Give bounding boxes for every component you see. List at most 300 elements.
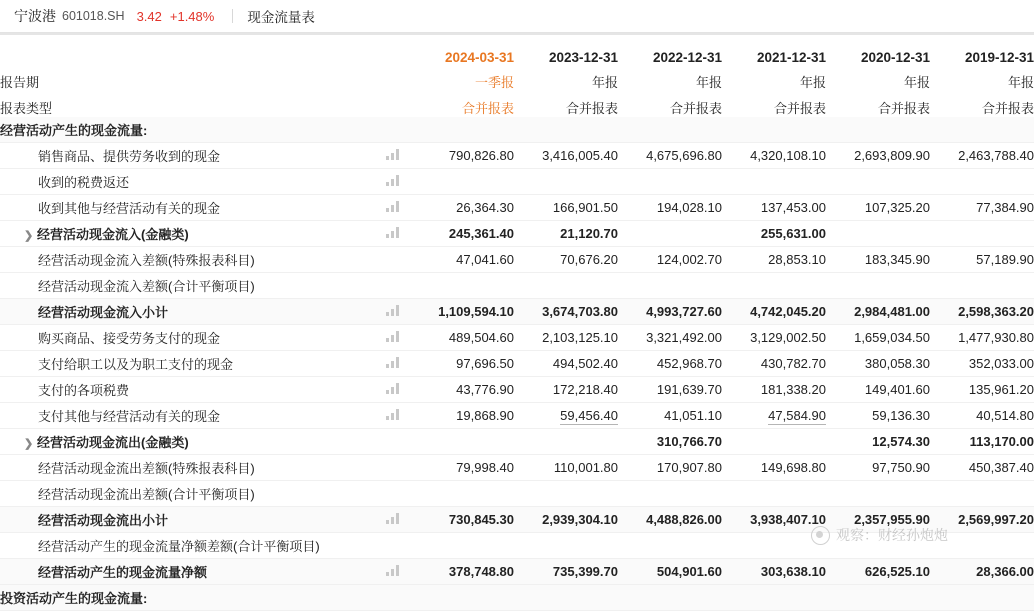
row-label-text: 支付的各项税费	[38, 383, 130, 398]
cell-value	[514, 533, 618, 559]
mini-bar-chart-icon[interactable]	[386, 227, 399, 238]
cell-value	[930, 195, 1034, 221]
cell-value-text: 59,456.40	[560, 408, 618, 423]
cell-value-text: 4,993,727.60	[646, 304, 722, 319]
row-label	[0, 195, 374, 221]
cell-value	[514, 351, 618, 377]
table-row[interactable]	[0, 507, 1034, 533]
row-label-text: 收到其他与经营活动有关的现金	[38, 201, 221, 216]
cell-value	[410, 403, 514, 429]
cell-value	[930, 325, 1034, 351]
column-type-2: 合并报表	[669, 101, 722, 116]
cell-value-text: 28,366.00	[976, 564, 1034, 579]
row-sparkline-cell	[374, 117, 410, 143]
cell-value-text: 2,357,955.90	[854, 512, 930, 527]
cell-value-text: 430,782.70	[760, 356, 826, 371]
cell-value	[514, 585, 618, 611]
cell-value-text: 352,033.00	[968, 356, 1034, 371]
row-sparkline-cell	[374, 455, 410, 481]
mini-bar-chart-icon[interactable]	[386, 175, 399, 186]
row-label	[0, 429, 374, 455]
cell-value-text: 4,320,108.10	[750, 148, 826, 163]
stock-header-bar	[0, 0, 1034, 33]
header-blank-spark	[374, 65, 410, 91]
cell-value	[722, 481, 826, 507]
cell-value	[618, 429, 722, 455]
cell-value-text: 730,845.30	[448, 512, 514, 527]
cell-value-text: 1,477,930.80	[958, 330, 1034, 345]
cell-value-text: 12,574.30	[872, 434, 930, 449]
cell-value-text: 3,416,005.40	[542, 148, 618, 163]
cell-value	[410, 507, 514, 533]
mini-bar-chart-icon[interactable]	[386, 201, 399, 212]
row-sparkline-cell	[374, 325, 410, 351]
cell-value-text: 43,776.90	[456, 382, 514, 397]
column-period-0: 一季报	[474, 75, 514, 90]
cell-value	[618, 351, 722, 377]
mini-bar-chart-icon[interactable]	[386, 331, 399, 342]
cell-value-text: 3,321,492.00	[646, 330, 722, 345]
row-label	[0, 533, 374, 559]
cell-value	[618, 299, 722, 325]
cell-value	[722, 559, 826, 585]
cell-value	[826, 507, 930, 533]
cell-value-text: 124,002.70	[656, 252, 722, 267]
cell-value	[514, 273, 618, 299]
cell-value	[410, 143, 514, 169]
header-divider	[232, 9, 233, 23]
cell-value-text: 4,675,696.80	[646, 148, 722, 163]
cell-value	[410, 429, 514, 455]
row-label	[0, 143, 374, 169]
cell-value	[930, 273, 1034, 299]
cell-value	[618, 195, 722, 221]
cell-value	[826, 325, 930, 351]
mini-bar-chart-icon[interactable]	[386, 513, 399, 524]
cell-value	[930, 169, 1034, 195]
cell-value	[618, 169, 722, 195]
row-label-text: 购买商品、接受劳务支付的现金	[38, 331, 221, 346]
cell-value	[514, 377, 618, 403]
cell-value	[514, 325, 618, 351]
cell-value-text: 113,170.00	[969, 434, 1034, 449]
cell-value	[410, 273, 514, 299]
cell-value	[618, 143, 722, 169]
cell-value-text: 450,387.40	[968, 460, 1034, 475]
cell-value-text: 26,364.30	[456, 200, 514, 215]
cell-value	[514, 507, 618, 533]
cell-value-text: 310,766.70	[656, 434, 722, 449]
cell-value	[410, 533, 514, 559]
cell-value-text: 790,826.80	[448, 148, 514, 163]
cell-value	[722, 455, 826, 481]
row-sparkline-cell	[374, 533, 410, 559]
cell-value	[826, 195, 930, 221]
row-sparkline-cell	[374, 429, 410, 455]
report-title: 现金流量表	[247, 10, 315, 25]
cell-value	[826, 169, 930, 195]
cell-value-text: 70,676.20	[560, 252, 618, 267]
row-label	[0, 299, 374, 325]
cell-value	[618, 585, 722, 611]
cell-value-text: 97,696.50	[456, 356, 514, 371]
expand-arrow-icon[interactable]: ❯	[24, 230, 34, 242]
row-label	[0, 221, 374, 247]
cell-value	[930, 247, 1034, 273]
column-date-0[interactable]: 2024-03-31	[410, 34, 514, 65]
cell-value-text: 97,750.90	[872, 460, 930, 475]
cell-value	[514, 403, 618, 429]
cell-value-text: 21,120.70	[560, 226, 618, 241]
table-header-type	[0, 91, 1034, 117]
cell-value	[826, 247, 930, 273]
mini-bar-chart-icon[interactable]	[386, 357, 399, 368]
cell-value	[930, 117, 1034, 143]
row-sparkline-cell	[374, 481, 410, 507]
stock-price: 3.42	[136, 8, 162, 24]
cell-value	[410, 455, 514, 481]
row-sparkline-cell	[374, 299, 410, 325]
cell-value-text: 77,384.90	[976, 200, 1034, 215]
column-type-0: 合并报表	[461, 101, 514, 116]
cell-value	[722, 429, 826, 455]
cell-value	[514, 169, 618, 195]
cell-value-text: 107,325.20	[864, 200, 930, 215]
row-label-text: 支付给职工以及为职工支付的现金	[38, 357, 234, 372]
cell-value-text: 303,638.10	[760, 564, 826, 579]
cell-value	[514, 221, 618, 247]
column-type-1: 合并报表	[565, 101, 618, 116]
row-sparkline-cell	[374, 169, 410, 195]
row-sparkline-cell	[374, 351, 410, 377]
cell-value-text: 47,584.90	[768, 408, 826, 423]
cell-value	[930, 585, 1034, 611]
row-label-text: 经营活动现金流出差额(合计平衡项目)	[38, 487, 255, 502]
row-sparkline-cell	[374, 559, 410, 585]
cell-value-text: 170,907.80	[656, 460, 722, 475]
cell-value	[618, 273, 722, 299]
cell-value	[930, 559, 1034, 585]
column-period-5: 年报	[1007, 75, 1034, 90]
cell-value	[514, 195, 618, 221]
cell-value	[930, 351, 1034, 377]
stock-change-percent: +1.48%	[169, 8, 215, 24]
row-label	[0, 507, 374, 533]
cell-value-text: 489,504.60	[448, 330, 514, 345]
row-sparkline-cell	[374, 377, 410, 403]
cell-value-text: 2,693,809.90	[854, 148, 930, 163]
cell-value	[618, 559, 722, 585]
row-label	[0, 377, 374, 403]
row-label-text: 经营活动现金流入差额(合计平衡项目)	[38, 279, 255, 294]
cell-value-text: 504,901.60	[656, 564, 722, 579]
mini-bar-chart-icon[interactable]	[386, 383, 399, 394]
header-blank-spark	[374, 34, 410, 65]
cell-value	[722, 585, 826, 611]
column-type-3: 合并报表	[773, 101, 826, 116]
row-label	[0, 247, 374, 273]
cell-value-text: 137,453.00	[760, 200, 826, 215]
cell-value	[930, 429, 1034, 455]
cell-value	[826, 221, 930, 247]
cell-value	[618, 403, 722, 429]
cell-value	[722, 143, 826, 169]
column-date-1[interactable]: 2023-12-31	[514, 34, 618, 65]
column-date-3[interactable]: 2021-12-31	[722, 34, 826, 65]
cell-value	[930, 377, 1034, 403]
cell-value	[826, 377, 930, 403]
cell-value	[410, 169, 514, 195]
table-row[interactable]	[0, 585, 1034, 611]
cell-value-text: 2,598,363.20	[958, 304, 1034, 319]
cell-value	[930, 507, 1034, 533]
cell-value	[618, 325, 722, 351]
cell-value	[930, 221, 1034, 247]
row-label	[0, 325, 374, 351]
cell-value	[410, 559, 514, 585]
row-sparkline-cell	[374, 403, 410, 429]
column-period-3: 年报	[799, 75, 826, 90]
cell-value-text: 47,041.60	[456, 252, 514, 267]
cell-value	[722, 351, 826, 377]
cell-value	[722, 377, 826, 403]
cell-value-text: 149,401.60	[864, 382, 930, 397]
row-label	[0, 585, 374, 611]
cell-value-text: 494,502.40	[552, 356, 618, 371]
cell-value	[722, 299, 826, 325]
row-label-text: 收到的税费返还	[38, 175, 130, 190]
cell-value-text: 57,189.90	[976, 252, 1034, 267]
cell-value	[722, 221, 826, 247]
cell-value	[722, 247, 826, 273]
cell-value	[826, 481, 930, 507]
table-row[interactable]	[0, 221, 1034, 247]
row-label	[0, 273, 374, 299]
cell-value	[722, 117, 826, 143]
table-row[interactable]	[0, 533, 1034, 559]
cashflow-table	[0, 33, 1034, 611]
table-row[interactable]	[0, 247, 1034, 273]
cell-value-text: 4,488,826.00	[646, 512, 722, 527]
table-row[interactable]	[0, 325, 1034, 351]
table-header-dates	[0, 34, 1034, 65]
cell-value	[930, 143, 1034, 169]
cell-value	[722, 325, 826, 351]
cell-value-text: 79,998.40	[456, 460, 514, 475]
cell-value-text: 245,361.40	[448, 226, 514, 241]
cell-value	[410, 585, 514, 611]
column-date-4[interactable]: 2020-12-31	[826, 34, 930, 65]
table-header-period	[0, 65, 1034, 91]
mini-bar-chart-icon[interactable]	[386, 409, 399, 420]
cell-value-text: 3,674,703.80	[542, 304, 618, 319]
row-label	[0, 455, 374, 481]
header-blank	[0, 34, 374, 65]
row-label-text: 经营活动产生的现金流量:	[0, 123, 148, 138]
cell-value-text: 452,968.70	[656, 356, 722, 371]
table-row[interactable]	[0, 377, 1034, 403]
mini-bar-chart-icon[interactable]	[386, 305, 399, 316]
cell-value	[930, 533, 1034, 559]
cell-value	[722, 169, 826, 195]
row-label-type: 报表类型	[0, 101, 53, 116]
cell-value	[930, 299, 1034, 325]
cell-value-text: 3,938,407.10	[750, 512, 826, 527]
cell-value	[826, 117, 930, 143]
row-sparkline-cell	[374, 273, 410, 299]
row-label-text: 经营活动现金流入差额(特殊报表科目)	[38, 253, 255, 268]
cell-value-text: 59,136.30	[872, 408, 930, 423]
cell-value	[410, 325, 514, 351]
cell-value-text: 1,659,034.50	[854, 330, 930, 345]
column-type-5: 合并报表	[981, 101, 1034, 116]
cell-value-text: 3,129,002.50	[750, 330, 826, 345]
cell-value	[410, 195, 514, 221]
cell-value-text: 735,399.70	[552, 564, 618, 579]
column-date-2[interactable]: 2022-12-31	[618, 34, 722, 65]
stock-name: 宁波港	[14, 8, 56, 24]
table-row[interactable]	[0, 195, 1034, 221]
cashflow-table-container[interactable]	[0, 33, 1034, 606]
cell-value	[618, 455, 722, 481]
cell-value	[722, 403, 826, 429]
cell-value-text: 2,103,125.10	[542, 330, 618, 345]
cell-value	[826, 299, 930, 325]
cell-value	[722, 273, 826, 299]
table-row[interactable]	[0, 273, 1034, 299]
cell-value-text: 19,868.90	[456, 408, 514, 423]
cell-value	[826, 585, 930, 611]
row-label	[0, 559, 374, 585]
cell-value-text: 183,345.90	[864, 252, 930, 267]
row-label	[0, 169, 374, 195]
cell-value	[826, 351, 930, 377]
table-row[interactable]	[0, 351, 1034, 377]
expand-arrow-icon[interactable]: ❯	[24, 438, 34, 450]
row-label-text: 经营活动现金流入小计	[38, 305, 169, 320]
cell-value	[618, 533, 722, 559]
column-period-1: 年报	[591, 75, 618, 90]
cell-value	[826, 429, 930, 455]
table-row[interactable]	[0, 299, 1034, 325]
cell-value-text: 181,338.20	[760, 382, 826, 397]
cell-value	[410, 481, 514, 507]
table-row[interactable]	[0, 455, 1034, 481]
row-sparkline-cell	[374, 143, 410, 169]
row-label-text: 投资活动产生的现金流量:	[0, 591, 148, 606]
cell-value-text: 255,631.00	[760, 226, 826, 241]
row-label-period: 报告期	[0, 75, 40, 90]
cell-value	[514, 481, 618, 507]
cell-value-text: 2,463,788.40	[958, 148, 1034, 163]
cell-value-text: 191,639.70	[656, 382, 722, 397]
row-label-text: 支付其他与经营活动有关的现金	[38, 409, 221, 424]
column-period-4: 年报	[903, 75, 930, 90]
table-row[interactable]	[0, 481, 1034, 507]
row-label-text: 经营活动产生的现金流量净额差额(合计平衡项目)	[38, 539, 320, 554]
row-label-text: 经营活动现金流出差额(特殊报表科目)	[38, 461, 255, 476]
cell-value-text: 172,218.40	[552, 382, 618, 397]
row-label-text: 经营活动现金流出小计	[38, 513, 169, 528]
cell-value-text: 626,525.10	[864, 564, 930, 579]
cell-value	[826, 143, 930, 169]
cell-value-text: 2,569,997.20	[958, 512, 1034, 527]
row-label	[0, 117, 374, 143]
cell-value	[930, 455, 1034, 481]
cell-value	[618, 507, 722, 533]
cell-value	[722, 507, 826, 533]
cell-value	[826, 559, 930, 585]
cell-value	[514, 117, 618, 143]
row-sparkline-cell	[374, 507, 410, 533]
cell-value	[618, 481, 722, 507]
cell-value	[410, 351, 514, 377]
cell-value	[826, 403, 930, 429]
cell-value	[826, 533, 930, 559]
cell-value	[410, 221, 514, 247]
column-type-4: 合并报表	[877, 101, 930, 116]
header-blank-spark	[374, 91, 410, 117]
cell-value	[410, 117, 514, 143]
row-label	[0, 403, 374, 429]
table-row[interactable]	[0, 169, 1034, 195]
table-row[interactable]	[0, 559, 1034, 585]
watermark-text: 观察：财经孙炮炮	[836, 527, 948, 543]
cell-value	[514, 143, 618, 169]
cell-value	[410, 299, 514, 325]
row-label	[0, 481, 374, 507]
row-sparkline-cell	[374, 247, 410, 273]
cell-value	[826, 273, 930, 299]
cell-value	[514, 247, 618, 273]
row-label	[0, 351, 374, 377]
table-row[interactable]	[0, 429, 1034, 455]
cell-value-text: 166,901.50	[552, 200, 618, 215]
cell-value-text: 194,028.10	[656, 200, 722, 215]
column-period-2: 年报	[695, 75, 722, 90]
table-row[interactable]	[0, 117, 1034, 143]
table-row[interactable]	[0, 403, 1034, 429]
cell-value-text: 378,748.80	[448, 564, 514, 579]
cell-value-text: 380,058.30	[864, 356, 930, 371]
cell-value	[514, 559, 618, 585]
cell-value	[514, 455, 618, 481]
row-sparkline-cell	[374, 221, 410, 247]
row-sparkline-cell	[374, 195, 410, 221]
table-row[interactable]	[0, 143, 1034, 169]
cell-value	[618, 117, 722, 143]
cell-value	[618, 377, 722, 403]
row-label-text: 经营活动产生的现金流量净额	[38, 565, 208, 580]
cell-value-text: 2,984,481.00	[854, 304, 930, 319]
mini-bar-chart-icon[interactable]	[386, 149, 399, 160]
cell-value	[722, 195, 826, 221]
cell-value	[618, 247, 722, 273]
cell-value	[410, 247, 514, 273]
cell-value-text: 28,853.10	[768, 252, 826, 267]
column-date-5[interactable]: 2019-12-31	[930, 34, 1034, 65]
cell-value-text: 4,742,045.20	[750, 304, 826, 319]
row-label-text: 经营活动现金流入(金融类)	[37, 227, 189, 242]
cell-value-text: 1,109,594.10	[438, 304, 514, 319]
cell-value	[514, 429, 618, 455]
cell-value	[930, 403, 1034, 429]
cell-value-text: 149,698.80	[760, 460, 826, 475]
row-label-text: 销售商品、提供劳务收到的现金	[38, 149, 221, 164]
mini-bar-chart-icon[interactable]	[386, 565, 399, 576]
cell-value-text: 110,001.80	[553, 460, 618, 475]
cell-value-text: 135,961.20	[968, 382, 1034, 397]
